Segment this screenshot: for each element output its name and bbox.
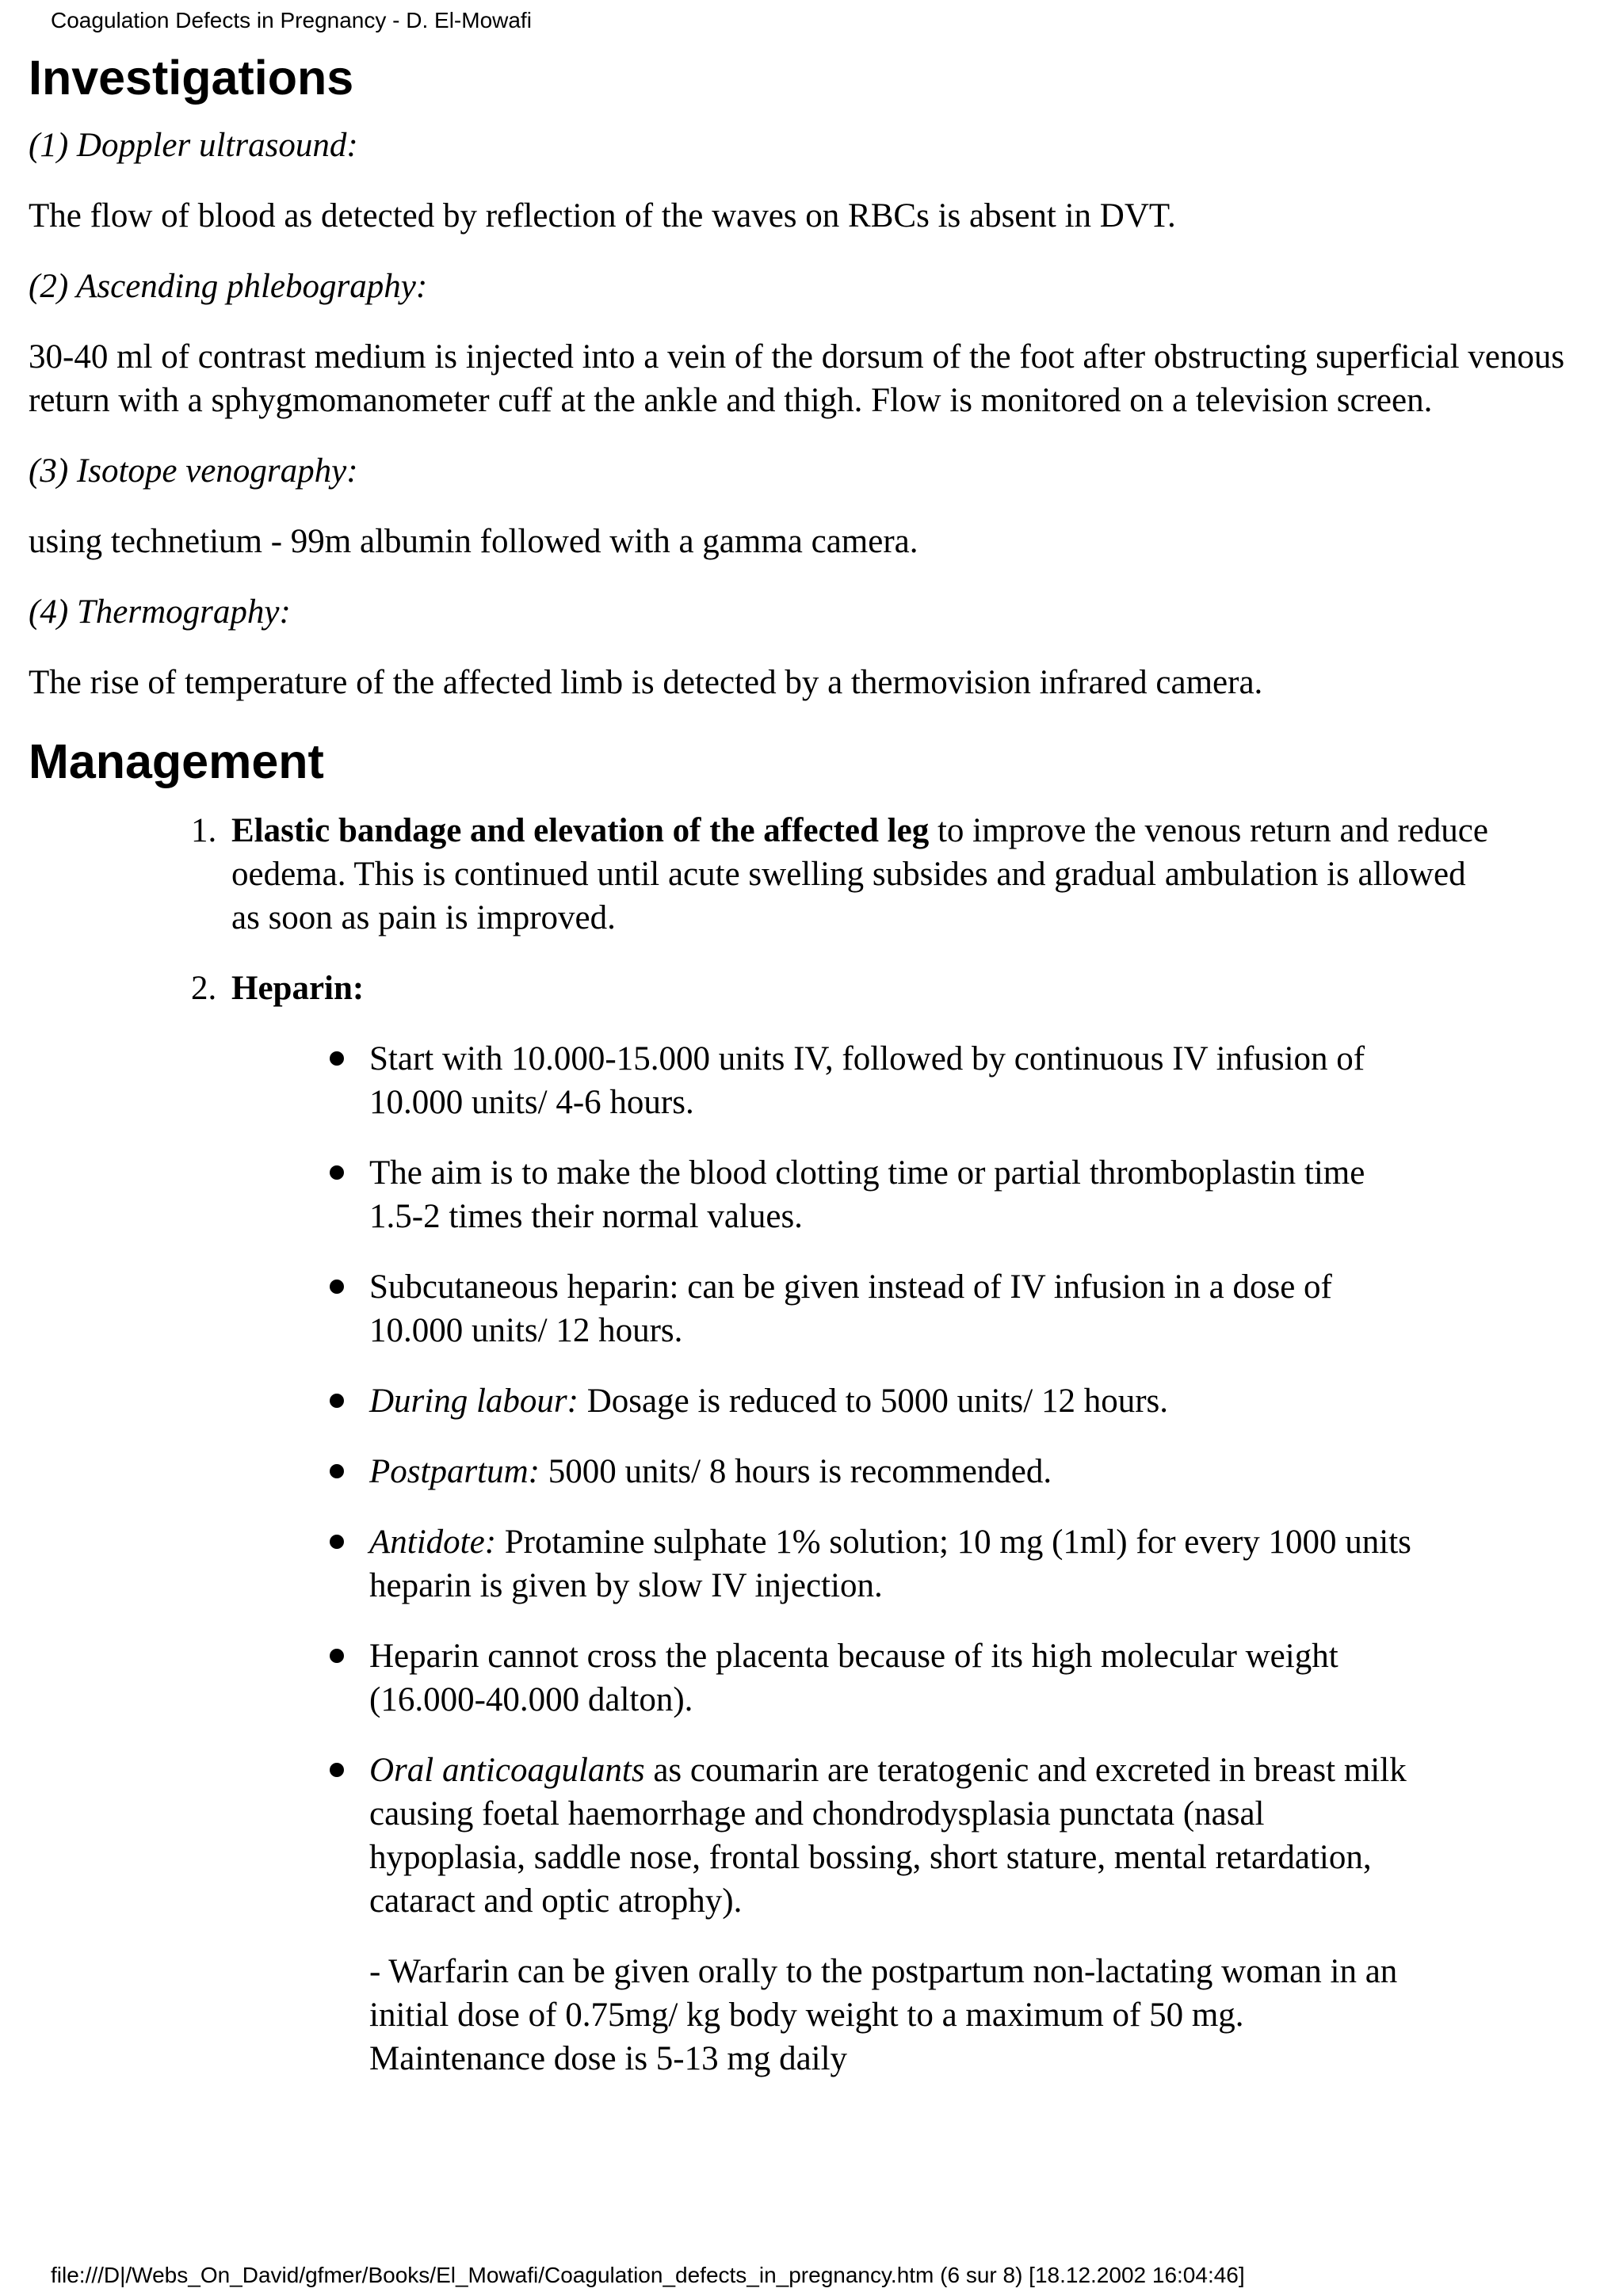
investigation-title: (4) Thermography:: [29, 593, 291, 631]
bullet-text: Start with 10.000-15.000 units IV, followed by continuous IV infusion of 10.000 units/ 4-6 hours.: [369, 1040, 1365, 1121]
investigation-title: (1) Doppler ultrasound:: [29, 127, 358, 164]
management-list: [29, 809, 1493, 2081]
bullet-icon: [330, 1394, 344, 1408]
list-item: [330, 1749, 1423, 2081]
list-item: [330, 1634, 1423, 1722]
management-heading: Management: [29, 734, 324, 788]
investigation-text: 30-40 ml of contrast medium is injected into a vein of the dorsum of the foot after obstructing superficial venous return with a sphygmomanometer cuff at the ankle and thigh. Flow is monitored on a television screen.: [29, 338, 1565, 419]
investigations-heading: Investigations: [29, 51, 354, 105]
bullet-text: Dosage is reduced to 5000 units/ 12 hours.: [578, 1383, 1169, 1420]
bullet-icon: [330, 1763, 344, 1777]
bullet-icon: [330, 1464, 344, 1478]
investigation-title: (2) Ascending phlebography:: [29, 268, 428, 305]
investigation-venography: [29, 449, 1606, 563]
investigation-title: (3) Isotope venography:: [29, 452, 358, 490]
bullet-italic: Postpartum:: [369, 1453, 540, 1490]
bullet-text: Protamine sulphate 1% solution; 10 mg (1ml) for every 1000 units heparin is given by slow IV injection.: [369, 1524, 1411, 1604]
investigation-text: The flow of blood as detected by reflection of the waves on RBCs is absent in DVT.: [29, 197, 1176, 235]
list-item: [330, 1037, 1423, 1124]
warfarin-note: - Warfarin can be given orally to the postpartum non-lactating woman in an initial dose of 0.75mg/ kg body weight to a maximum of 50 mg. Maintenance dose is 5-13 mg daily: [369, 1953, 1398, 2077]
document-content: [29, 49, 1606, 2107]
investigation-thermography: [29, 590, 1606, 704]
print-header: Coagulation Defects in Pregnancy - D. El-Mowafi: [51, 8, 532, 32]
bullet-text: 5000 units/ 8 hours is recommended.: [540, 1453, 1052, 1490]
list-item: [330, 1151, 1423, 1238]
bullet-text: The aim is to make the blood clotting time or partial thromboplastin time 1.5-2 times their normal values.: [369, 1154, 1365, 1235]
list-item: [330, 1520, 1423, 1608]
management-item-text: to improve the venous return and reduce oedema. This is continued until acute swelling subsides and gradual ambulation is allowed as soon as pain is improved.: [231, 812, 1488, 936]
list-item: [330, 1265, 1423, 1352]
bullet-icon: [330, 1649, 344, 1663]
management-item-bold: Heparin:: [231, 970, 365, 1007]
bullet-italic: Oral anticoagulants: [369, 1752, 645, 1789]
heparin-bullet-list: [231, 1037, 1423, 2081]
investigation-doppler: [29, 124, 1606, 238]
bullet-text: Subcutaneous heparin: can be given instead of IV infusion in a dose of 10.000 units/ 12 hours.: [369, 1268, 1332, 1349]
management-item-bold: Elastic bandage and elevation of the affected leg: [231, 812, 930, 849]
bullet-text: as coumarin are teratogenic and excreted in breast milk causing foetal haemorrhage and chondrodysplasia punctata (nasal hypoplasia, saddle nose, frontal bossing, short stature, mental retardation, cataract and optic atrophy).: [369, 1752, 1407, 1920]
print-footer: file:///D|/Webs_On_David/gfmer/Books/El_Mowafi/Coagulation_defects_in_pregnancy.htm (6 sur 8) [18.12.2002 16:04:46]: [51, 2263, 1245, 2287]
investigation-text: The rise of temperature of the affected limb is detected by a thermovision infrared camera.: [29, 664, 1263, 701]
list-item: [330, 1379, 1423, 1423]
investigation-text: using technetium - 99m albumin followed with a gamma camera.: [29, 523, 918, 560]
list-item: [330, 1450, 1423, 1493]
bullet-italic: During labour:: [369, 1383, 579, 1420]
bullet-italic: Antidote:: [369, 1524, 497, 1561]
bullet-icon: [330, 1051, 344, 1066]
bullet-icon: [330, 1165, 344, 1180]
management-item-elastic-bandage: [225, 809, 1493, 940]
bullet-icon: [330, 1535, 344, 1549]
bullet-text: Heparin cannot cross the placenta because of its high molecular weight (16.000-40.000 dalton).: [369, 1638, 1338, 1718]
management-item-heparin: [225, 967, 1493, 2081]
investigation-phlebography: [29, 265, 1606, 422]
bullet-icon: [330, 1280, 344, 1294]
